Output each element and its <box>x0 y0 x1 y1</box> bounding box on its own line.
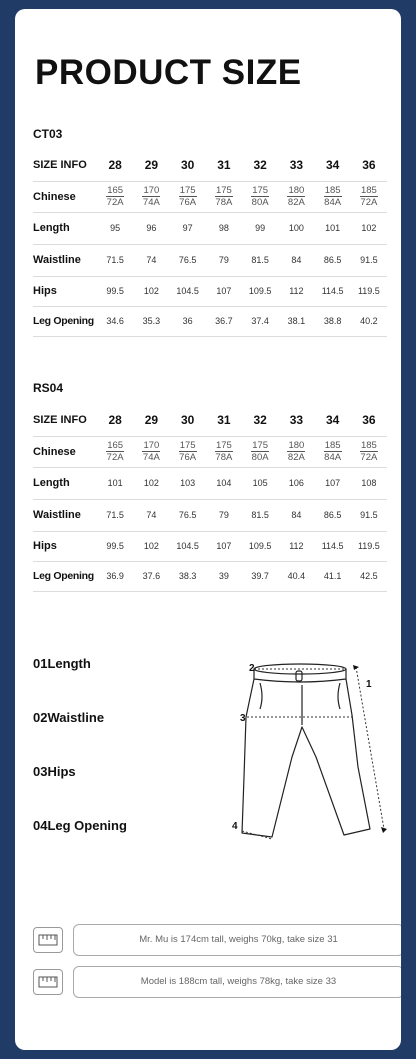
hips-value: 102 <box>133 276 169 306</box>
length-value: 106 <box>278 467 314 499</box>
leg-opening-value: 40.2 <box>351 306 387 336</box>
waistline-value: 81.5 <box>242 499 278 531</box>
hips-label: Hips <box>33 276 97 306</box>
leg-opening-value: 41.1 <box>315 561 351 591</box>
size-info-label: SIZE INFO <box>33 405 97 436</box>
waistline-value: 71.5 <box>97 499 133 531</box>
hips-value: 119.5 <box>351 276 387 306</box>
leg-opening-value: 37.4 <box>242 306 278 336</box>
model-note <box>33 924 387 956</box>
waistline-value: 91.5 <box>351 499 387 531</box>
length-value: 99 <box>242 212 278 244</box>
size-label: 30 <box>170 150 206 181</box>
chinese-size: $\frac{175}{80A}$ <box>251 185 269 208</box>
waistline-value: 86.5 <box>315 499 351 531</box>
size-label: 36 <box>351 150 387 181</box>
leg-opening-value: 38.1 <box>278 306 314 336</box>
length-label: Length <box>33 212 97 244</box>
legend-hips: 03Hips <box>33 764 76 779</box>
hips-value: 102 <box>133 531 169 561</box>
length-row <box>33 212 387 244</box>
diagram-number: 4 <box>232 821 238 832</box>
chinese-size: $\frac{170}{74A}$ <box>142 185 160 208</box>
size-label: 33 <box>278 405 314 436</box>
size-label: 29 <box>133 405 169 436</box>
model-note <box>33 966 387 998</box>
leg-opening-value: 39 <box>206 561 242 591</box>
waistline-value: 81.5 <box>242 244 278 276</box>
length-value: 97 <box>170 212 206 244</box>
ruler-icon <box>33 969 63 995</box>
waistline-value: 76.5 <box>170 499 206 531</box>
chinese-size: $\frac{185}{72A}$ <box>360 440 378 463</box>
size-card <box>15 9 401 1050</box>
waistline-label: Waistline <box>33 499 97 531</box>
size-header-row <box>33 150 387 181</box>
length-value: 101 <box>97 467 133 499</box>
size-label: 32 <box>242 150 278 181</box>
diagram-number: 1 <box>366 679 372 690</box>
size-info-label: SIZE INFO <box>33 150 97 181</box>
size-label: 29 <box>133 150 169 181</box>
hips-value: 114.5 <box>315 531 351 561</box>
length-value: 95 <box>97 212 133 244</box>
length-value: 108 <box>351 467 387 499</box>
waistline-row <box>33 244 387 276</box>
length-row <box>33 467 387 499</box>
waistline-value: 74 <box>133 244 169 276</box>
chinese-size: $\frac{165}{72A}$ <box>106 440 124 463</box>
hips-value: 104.5 <box>170 531 206 561</box>
waistline-row <box>33 499 387 531</box>
leg-opening-value: 34.6 <box>97 306 133 336</box>
hips-value: 99.5 <box>97 276 133 306</box>
note-text: Model is 188cm tall, weighs 78kg, take size 33 <box>73 966 401 998</box>
leg-opening-value: 42.5 <box>351 561 387 591</box>
size-label: 33 <box>278 150 314 181</box>
size-header-row <box>33 405 387 436</box>
chinese-size: $\frac{175}{78A}$ <box>215 440 233 463</box>
length-value: 103 <box>170 467 206 499</box>
leg-opening-label: Leg Opening <box>33 561 97 591</box>
waistline-value: 84 <box>278 499 314 531</box>
size-label: 34 <box>315 150 351 181</box>
chinese-size: $\frac{185}{84A}$ <box>324 440 342 463</box>
chinese-label: Chinese <box>33 436 97 467</box>
hips-label: Hips <box>33 531 97 561</box>
chinese-size-row <box>33 436 387 467</box>
chinese-size: $\frac{170}{74A}$ <box>142 440 160 463</box>
hips-value: 114.5 <box>315 276 351 306</box>
waistline-value: 91.5 <box>351 244 387 276</box>
hips-value: 107 <box>206 276 242 306</box>
hips-value: 99.5 <box>97 531 133 561</box>
leg-opening-value: 40.4 <box>278 561 314 591</box>
product-code: RS04 <box>33 381 64 395</box>
size-table <box>33 150 387 337</box>
leg-opening-value: 35.3 <box>133 306 169 336</box>
hips-value: 112 <box>278 531 314 561</box>
legend-waistline: 02Waistline <box>33 710 105 725</box>
hips-row <box>33 276 387 306</box>
hips-value: 107 <box>206 531 242 561</box>
hips-value: 109.5 <box>242 531 278 561</box>
legend-length: 01Length <box>33 656 91 671</box>
chinese-size: $\frac{180}{82A}$ <box>287 440 305 463</box>
waistline-value: 71.5 <box>97 244 133 276</box>
hips-value: 109.5 <box>242 276 278 306</box>
length-label: Length <box>33 467 97 499</box>
length-value: 102 <box>351 212 387 244</box>
waistline-value: 79 <box>206 244 242 276</box>
leg-opening-value: 36.9 <box>97 561 133 591</box>
leg-opening-value: 39.7 <box>242 561 278 591</box>
leg-opening-label: Leg Opening <box>33 306 97 336</box>
chinese-size: $\frac{165}{72A}$ <box>106 185 124 208</box>
chinese-size: $\frac{185}{72A}$ <box>360 185 378 208</box>
length-measure-line <box>356 667 384 829</box>
size-label: 30 <box>170 405 206 436</box>
page-title: PRODUCT SIZE <box>35 53 302 92</box>
leg-opening-value: 36.7 <box>206 306 242 336</box>
length-value: 96 <box>133 212 169 244</box>
length-value: 101 <box>315 212 351 244</box>
leg-opening-value: 37.6 <box>133 561 169 591</box>
size-label: 36 <box>351 405 387 436</box>
product-code: CT03 <box>33 127 63 141</box>
chinese-size: $\frac{185}{84A}$ <box>324 185 342 208</box>
size-label: 28 <box>97 150 133 181</box>
trousers-diagram-icon <box>220 657 390 847</box>
ruler-icon <box>33 927 63 953</box>
chinese-size: $\frac{175}{78A}$ <box>215 185 233 208</box>
waistline-value: 76.5 <box>170 244 206 276</box>
leg-opening-row <box>33 561 387 591</box>
chinese-size-row <box>33 181 387 212</box>
size-label: 32 <box>242 405 278 436</box>
legend-leg-opening: 04Leg Opening <box>33 818 127 833</box>
size-label: 34 <box>315 405 351 436</box>
chinese-size: $\frac{175}{76A}$ <box>179 440 197 463</box>
length-value: 105 <box>242 467 278 499</box>
waistline-value: 74 <box>133 499 169 531</box>
leg-opening-value: 38.8 <box>315 306 351 336</box>
waistline-label: Waistline <box>33 244 97 276</box>
chinese-label: Chinese <box>33 181 97 212</box>
size-table <box>33 405 387 592</box>
length-value: 102 <box>133 467 169 499</box>
length-value: 100 <box>278 212 314 244</box>
length-value: 98 <box>206 212 242 244</box>
size-label: 31 <box>206 405 242 436</box>
chinese-size: $\frac{180}{82A}$ <box>287 185 305 208</box>
diagram-number: 3 <box>240 713 246 724</box>
hips-value: 119.5 <box>351 531 387 561</box>
hips-value: 104.5 <box>170 276 206 306</box>
diagram-number: 2 <box>249 663 255 674</box>
leg-opening-row <box>33 306 387 336</box>
length-value: 104 <box>206 467 242 499</box>
hips-row <box>33 531 387 561</box>
chinese-size: $\frac{175}{76A}$ <box>179 185 197 208</box>
length-value: 107 <box>315 467 351 499</box>
waistline-value: 86.5 <box>315 244 351 276</box>
chinese-size: $\frac{175}{80A}$ <box>251 440 269 463</box>
leg-opening-value: 38.3 <box>170 561 206 591</box>
size-label: 28 <box>97 405 133 436</box>
hips-value: 112 <box>278 276 314 306</box>
size-label: 31 <box>206 150 242 181</box>
note-text: Mr. Mu is 174cm tall, weighs 70kg, take size 31 <box>73 924 401 956</box>
waistline-value: 79 <box>206 499 242 531</box>
leg-opening-value: 36 <box>170 306 206 336</box>
waistline-value: 84 <box>278 244 314 276</box>
